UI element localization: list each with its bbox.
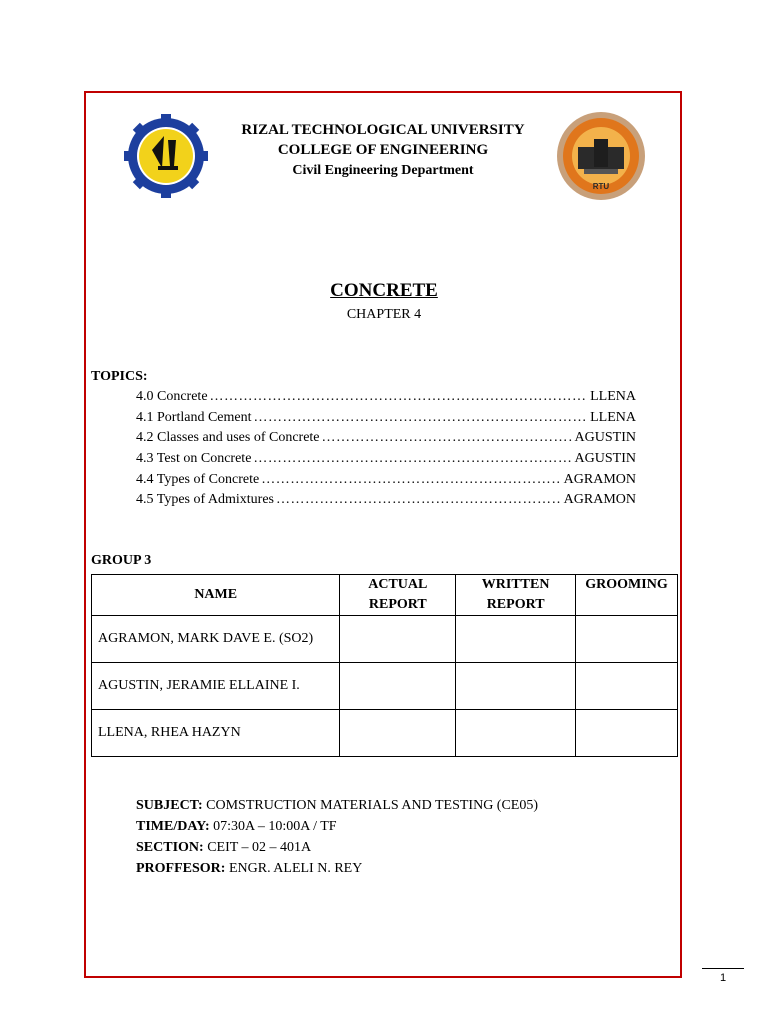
- time-day-line: [136, 819, 337, 835]
- actual-report-cell: [340, 663, 456, 710]
- topic-leader-dots: [210, 389, 589, 405]
- professor-line: [136, 861, 362, 877]
- college-name: COLLEGE OF ENGINEERING: [277, 142, 489, 158]
- section-label: SECTION:: [136, 840, 204, 855]
- section-line: [136, 840, 311, 856]
- topic-item: [136, 472, 636, 488]
- topic-author: AGUSTIN: [574, 430, 636, 445]
- chapter-label: CHAPTER 4: [346, 307, 422, 322]
- time-day-value: 07:30A – 10:00A / TF: [213, 819, 337, 834]
- professor-value: ENGR. ALELI N. REY: [228, 861, 363, 876]
- table-row: [92, 663, 678, 710]
- topic-name: 4.4 Types of Concrete: [136, 472, 260, 487]
- topic-name: 4.2 Classes and uses of Concrete: [136, 430, 320, 445]
- rtu-seal-logo: [124, 114, 208, 198]
- civil-engineering-logo: [556, 111, 646, 201]
- time-day-label: TIME/DAY:: [136, 819, 210, 834]
- topic-name: 4.5 Types of Admixtures: [136, 492, 274, 507]
- topic-item: [136, 451, 636, 467]
- department-name: Civil Engineering Department: [292, 163, 474, 178]
- topic-author: LLENA: [590, 389, 636, 404]
- topic-author: AGUSTIN: [574, 451, 636, 466]
- topic-leader-dots: [253, 451, 572, 467]
- grooming-cell: [576, 663, 678, 710]
- grooming-cell: [576, 616, 678, 663]
- actual-report-cell: [340, 710, 456, 757]
- topic-author: AGRAMON: [563, 492, 636, 507]
- column-header-actual-report: ACTUAL REPORT: [340, 575, 456, 616]
- topic-item: [136, 410, 636, 426]
- grooming-cell: [576, 710, 678, 757]
- topic-name: 4.0 Concrete: [136, 389, 208, 404]
- column-header-name: NAME: [92, 575, 340, 616]
- subject-line: [136, 798, 538, 814]
- written-report-cell: [456, 710, 576, 757]
- topic-item: [136, 492, 636, 508]
- member-name: AGUSTIN, JERAMIE ELLAINE I.: [92, 663, 340, 710]
- group-members-table: [91, 574, 678, 757]
- subject-label: SUBJECT:: [136, 798, 203, 813]
- member-name: AGRAMON, MARK DAVE E. (SO2): [92, 616, 340, 663]
- written-report-cell: [456, 663, 576, 710]
- svg-text:RTU: RTU: [592, 182, 610, 191]
- topic-leader-dots: [254, 410, 589, 426]
- topic-item: [136, 389, 636, 405]
- member-name: LLENA, RHEA HAZYN: [92, 710, 340, 757]
- professor-label: PROFFESOR:: [136, 861, 226, 876]
- table-header-row: [92, 575, 678, 616]
- subject-value: COMSTRUCTION MATERIALS AND TESTING (CE05): [206, 798, 539, 813]
- written-report-cell: [456, 616, 576, 663]
- document-title: CONCRETE: [330, 280, 438, 301]
- topic-leader-dots: [261, 472, 561, 488]
- group-heading: GROUP 3: [91, 553, 152, 568]
- topic-item: [136, 430, 636, 446]
- topic-author: AGRAMON: [563, 472, 636, 487]
- topic-name: 4.3 Test on Concrete: [136, 451, 252, 466]
- section-value: CEIT – 02 – 401A: [207, 840, 312, 855]
- footer-rule: [702, 968, 744, 969]
- university-name: RIZAL TECHNOLOGICAL UNIVERSITY: [241, 122, 525, 138]
- topic-name: 4.1 Portland Cement: [136, 410, 252, 425]
- table-row: [92, 710, 678, 757]
- topic-author: LLENA: [590, 410, 636, 425]
- actual-report-cell: [340, 616, 456, 663]
- table-row: [92, 616, 678, 663]
- topics-heading: TOPICS:: [91, 369, 148, 384]
- column-header-written-report: WRITTEN REPORT: [456, 575, 576, 616]
- topic-leader-dots: [276, 492, 562, 508]
- column-header-grooming: GROOMING: [576, 575, 678, 616]
- page-number: 1: [719, 972, 727, 984]
- topic-leader-dots: [322, 430, 573, 446]
